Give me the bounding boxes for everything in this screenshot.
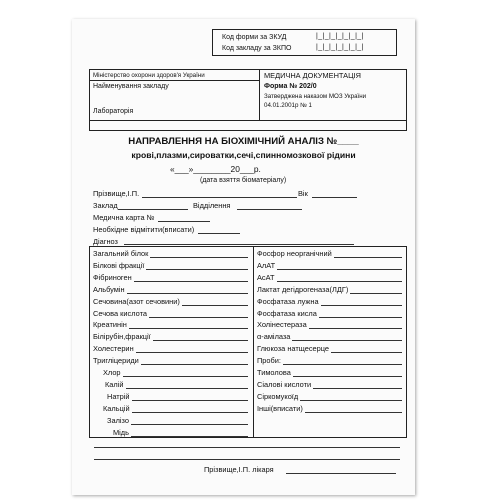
- test-right-label: Холінестераза: [257, 320, 307, 330]
- header-divider: [259, 69, 260, 121]
- card-label: Медична карта №: [93, 213, 155, 222]
- test-right-field[interactable]: [305, 412, 402, 413]
- test-right-field[interactable]: [300, 400, 402, 401]
- date-line[interactable]: «___»________20___р.: [170, 164, 261, 174]
- test-left-label: Фібриноген: [93, 272, 132, 282]
- form-title: НАПРАВЛЕННЯ НА БІОХІМІЧНИЙ АНАЛІЗ №____: [128, 136, 359, 147]
- test-left-field[interactable]: [153, 340, 248, 341]
- test-left-field[interactable]: [126, 388, 249, 389]
- test-left-label: Калій: [105, 379, 124, 389]
- test-right-label: Тимолова: [257, 368, 291, 377]
- test-right-label: Фосфатаза лужна: [257, 296, 319, 306]
- test-left-field[interactable]: [134, 281, 248, 282]
- test-right-label: Фосфор неорганічний: [257, 249, 332, 258]
- test-left-field[interactable]: [150, 257, 248, 258]
- test-right-field[interactable]: [313, 388, 402, 389]
- test-right-field[interactable]: [334, 257, 402, 258]
- approved-date: 04.01.2001р № 1: [264, 102, 312, 109]
- diagnosis-label: Діагноз: [93, 237, 118, 246]
- test-right-label: α-амілаза: [257, 332, 291, 342]
- tests-box: [89, 246, 407, 438]
- ministry-rule: [89, 80, 259, 81]
- date-note: (дата взяття біоматеріалу): [200, 177, 287, 184]
- test-left-field[interactable]: [127, 293, 248, 294]
- test-left-label: Тригліцериди: [93, 356, 139, 366]
- test-right-field[interactable]: [277, 269, 402, 270]
- patient-surname-label: Прізвище,І.П.: [93, 189, 140, 198]
- test-right-label: Глюкоза натщесерце: [257, 344, 330, 354]
- test-left-field[interactable]: [131, 436, 248, 437]
- footer-line-1[interactable]: [94, 447, 400, 448]
- doc-type: МЕДИЧНА ДОКУМЕНТАЦІЯ: [264, 71, 361, 80]
- test-left-label: Натрій: [107, 391, 130, 401]
- test-right-label: Проби:: [257, 356, 281, 366]
- test-left-field[interactable]: [129, 328, 248, 329]
- test-left-label: Білкові фракції: [93, 260, 145, 270]
- test-left-field[interactable]: [123, 376, 248, 377]
- note-field[interactable]: [198, 233, 240, 234]
- test-left-label: Холестерин: [93, 344, 134, 354]
- zkud-label: Код форми за ЗКУД: [222, 34, 287, 41]
- doctor-label: Прізвище,І.П. лікаря: [204, 465, 274, 474]
- test-right-field[interactable]: [331, 352, 402, 353]
- ministry-text: Міністерство охорони здоров'я України: [93, 72, 205, 79]
- test-right-field[interactable]: [293, 376, 402, 377]
- laboratory-label: Лабораторія: [93, 108, 134, 115]
- test-left-label: Альбумін: [93, 284, 125, 294]
- facility-field[interactable]: [118, 209, 188, 210]
- patient-surname-field[interactable]: [142, 197, 297, 198]
- form-sheet: [72, 19, 415, 495]
- zkud-code-boxes[interactable]: |_|_|_|_|_|_|_|: [316, 33, 364, 40]
- test-right-field[interactable]: [321, 305, 402, 306]
- age-label: Вік: [298, 189, 308, 198]
- test-left-field[interactable]: [149, 317, 248, 318]
- approved-text: Затверджена наказом МОЗ України: [264, 93, 367, 100]
- test-left-label: Залізо: [107, 415, 129, 425]
- test-left-field[interactable]: [131, 424, 248, 425]
- test-right-field[interactable]: [283, 364, 402, 365]
- test-right-label: АлАТ: [257, 260, 276, 270]
- test-right-label: Фосфатаза кисла: [257, 308, 317, 318]
- test-left-field[interactable]: [132, 400, 248, 401]
- footer-line-2[interactable]: [94, 459, 400, 460]
- test-right-label: Сіалові кислоти: [257, 379, 312, 389]
- test-right-label: Інші(вписати): [257, 403, 303, 413]
- test-left-field[interactable]: [182, 305, 248, 306]
- zkpo-code-boxes[interactable]: |_|_|_|_|_|_|_|: [316, 44, 364, 51]
- test-right-label: Сіркомукоїд: [257, 391, 299, 401]
- test-left-label: Сечова кислота: [93, 308, 147, 318]
- test-left-label: Кальцій: [103, 403, 130, 413]
- test-right-label: АсАТ: [257, 272, 275, 282]
- test-left-field[interactable]: [146, 269, 248, 270]
- note-label: Необхідне відмітити(вписати): [93, 225, 195, 234]
- card-field[interactable]: [158, 221, 210, 222]
- form-subtitle: крові,плазми,сироватки,сечі,спинномозкової рідини: [131, 150, 356, 160]
- header-bottom-rule: [89, 120, 407, 121]
- test-left-field[interactable]: [136, 352, 248, 353]
- form-number: Форма № 202/0: [264, 83, 317, 90]
- test-right-field[interactable]: [292, 340, 402, 341]
- test-right-field[interactable]: [319, 317, 402, 318]
- facility-label: Заклад: [93, 201, 118, 210]
- test-right-field[interactable]: [277, 281, 403, 282]
- zkpo-label: Код закладу за ЗКПО: [222, 45, 292, 52]
- test-left-label: Хлор: [103, 368, 121, 377]
- doctor-signature-field[interactable]: [286, 473, 396, 474]
- test-left-label: Креатинін: [93, 320, 127, 330]
- test-left-field[interactable]: [141, 364, 248, 365]
- test-left-field[interactable]: [132, 412, 248, 413]
- test-right-label: Лактат дегідрогеназа(ЛДГ): [257, 284, 349, 294]
- department-field[interactable]: [237, 209, 302, 210]
- test-left-label: Загальний білок: [93, 249, 149, 258]
- tests-divider: [253, 246, 254, 438]
- test-right-field[interactable]: [350, 293, 402, 294]
- test-left-label: Сечовина(азот сечовини): [93, 296, 180, 306]
- institution-label: Найменування закладу: [93, 83, 169, 90]
- test-left-label: Білірубін,фракції: [93, 332, 151, 342]
- test-right-field[interactable]: [309, 328, 402, 329]
- department-label: Відділення: [193, 201, 231, 210]
- age-field[interactable]: [312, 197, 357, 198]
- test-left-label: Мідь: [113, 427, 129, 437]
- diagnosis-field[interactable]: [124, 244, 354, 245]
